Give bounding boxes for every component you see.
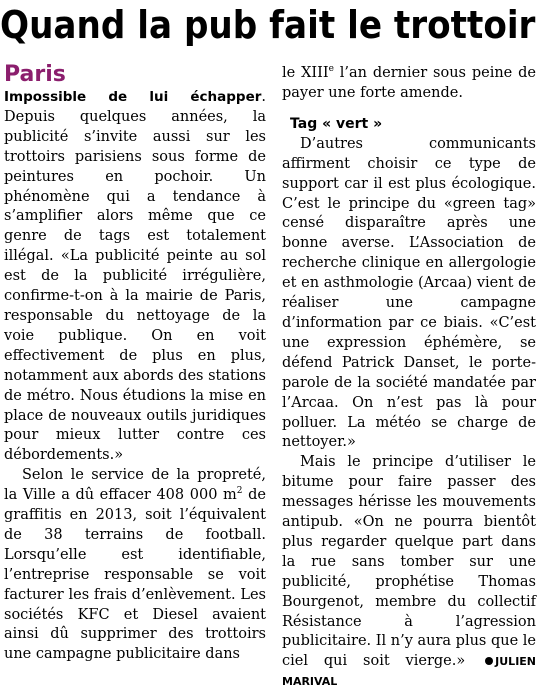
article-column-2 <box>282 64 536 692</box>
author-signature: JULIEN MARIVAL <box>282 655 537 689</box>
paragraph-2 <box>4 466 266 665</box>
subheading: Tag « vert » <box>290 115 383 132</box>
paragraph-1 <box>4 88 266 466</box>
article-column-1 <box>4 62 266 665</box>
kicker-location: Paris <box>4 62 66 87</box>
bullet-dot-icon <box>485 657 493 665</box>
paragraph-4-body: Mais le principe d’utiliser le bitume pour faire passer des messages hérisse les mouvements antipub. «On ne pourra bientôt plus regarder quelque part dans la rue sans tomber sur une publicité, prophétise Thomas Bourgenot, membre du collectif Résistance à l’agression publicitaire. Il n’y aura plus que le ciel qui soit vierge.» <box>282 454 537 670</box>
paragraph-3: D’autres communicants affirment choisir ce type de support car il est plus écologique. C’est le principe du «green tag» censé disparaître après une bonne averse. L’Association de recherche clinique en allergologie et en asthmologie (Arcaa) vient de réaliser une campagne d’information par ce biais. «C’est une expression éphémère, se défend Patrick Danset, le porte-parole de la société mandatée par l’Arcaa. On n’est pas là pour polluer. La météo se charge de nettoyer.» <box>282 135 536 451</box>
paragraph-2-part-a: Selon le service de la propreté, la Ville a dû effacer 408 000 m <box>4 467 266 504</box>
headline: Quand la pub fait le trottoir <box>0 3 536 47</box>
paragraph-2-continued: le XIIIe l’an dernier sous peine de payer une forte amende. <box>282 64 536 101</box>
lead-in: Impossible de lui échapper <box>4 89 262 105</box>
paragraph-2-part-c: l’an dernier sous peine de payer une forte amende. <box>282 65 536 101</box>
paragraph-4 <box>282 453 536 692</box>
paragraph-2-part-b: de graffitis en 2013, soit l’équivalent de 38 terrains de football. Lorsqu’elle est identifiable, l’entreprise responsable se voit facturer les frais d’enlèvement. Les sociétés KFC et Diesel avaient ainsi dû supprimer des trottoirs une campagne publicitaire dans <box>4 487 266 663</box>
paragraph-1-body: . Depuis quelques années, la publicité s’invite aussi sur les trottoirs parisiens sous forme de peintures en pochoir. Un phénomène qui a tendance à s’amplifier alors même que ce genre de tags est totalement illégal. «La publicité peinte au sol est de la publicité irrégulière, confirme-t-on à la mairie de Paris, responsable du nettoyage de la voie publique. On en voit effectivement de plus en plus, notamment aux abords des stations de métro. Nous étudions la mise en place de nouveaux outils juridiques pour mieux lutter contre ces débordements.» <box>4 89 266 464</box>
superscript-squared: 2 <box>236 486 243 497</box>
